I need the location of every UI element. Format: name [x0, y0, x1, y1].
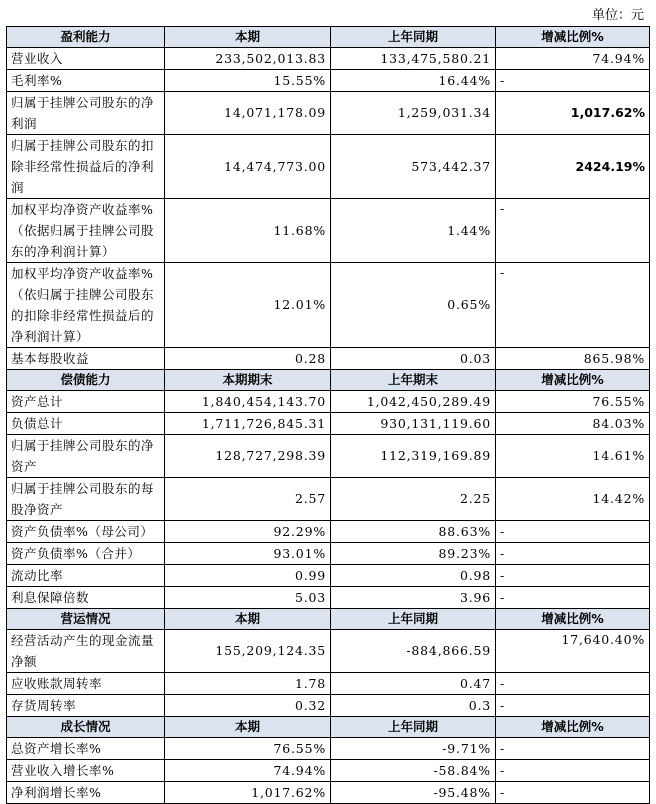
current-value: 128,727,298.39 — [165, 435, 331, 478]
change-value: - — [496, 70, 650, 92]
row-label: 总资产增长率% — [7, 738, 165, 760]
previous-value: 89.23% — [331, 543, 496, 565]
column-header-previous: 上年同期 — [331, 717, 496, 738]
column-header-previous: 上年同期 — [331, 609, 496, 630]
table-row — [7, 565, 650, 587]
current-value: 5.03 — [165, 587, 331, 609]
financial-indicators-table — [6, 26, 650, 804]
previous-value: -58.84% — [331, 760, 496, 782]
row-label: 利息保障倍数 — [7, 587, 165, 609]
current-value: 0.99 — [165, 565, 331, 587]
row-label: 归属于挂牌公司股东的扣除非经常性损益后的净利润 — [7, 135, 165, 199]
current-value: 2.57 — [165, 478, 331, 521]
current-value: 12.01% — [165, 263, 331, 348]
column-header-previous: 上年期末 — [331, 370, 496, 391]
change-value: - — [496, 199, 650, 263]
table-row — [7, 738, 650, 760]
current-value: 1.78 — [165, 673, 331, 695]
change-value: 2424.19% — [496, 135, 650, 199]
previous-value: 112,319,169.89 — [331, 435, 496, 478]
current-value: 74.94% — [165, 760, 331, 782]
table-row — [7, 70, 650, 92]
column-header-current: 本期 — [165, 717, 331, 738]
section-title: 盈利能力 — [7, 27, 165, 48]
current-value: 155,209,124.35 — [165, 630, 331, 673]
current-value: 11.68% — [165, 199, 331, 263]
previous-value: 0.98 — [331, 565, 496, 587]
change-value: 14.42% — [496, 478, 650, 521]
change-value: - — [496, 565, 650, 587]
row-label: 资产负债率%（合并） — [7, 543, 165, 565]
current-value: 92.29% — [165, 521, 331, 543]
change-value: - — [496, 587, 650, 609]
table-row — [7, 543, 650, 565]
previous-value: 0.47 — [331, 673, 496, 695]
table-row — [7, 263, 650, 348]
row-label: 归属于挂牌公司股东的每股净资产 — [7, 478, 165, 521]
unit-label: 单位：元 — [591, 8, 644, 23]
table-row — [7, 348, 650, 370]
previous-value: 0.3 — [331, 695, 496, 717]
column-header-change: 增减比例% — [496, 609, 650, 630]
previous-value: 1,259,031.34 — [331, 92, 496, 135]
row-label: 归属于挂牌公司股东的净资产 — [7, 435, 165, 478]
section-header-solvency — [7, 370, 650, 391]
current-value: 15.55% — [165, 70, 331, 92]
current-value: 14,071,178.09 — [165, 92, 331, 135]
table-row — [7, 435, 650, 478]
previous-value: 573,442.37 — [331, 135, 496, 199]
table-row — [7, 135, 650, 199]
row-label: 归属于挂牌公司股东的净利润 — [7, 92, 165, 135]
row-label: 加权平均净资产收益率%（依据归属于挂牌公司股东的净利润计算） — [7, 199, 165, 263]
column-header-current: 本期 — [165, 609, 331, 630]
row-label: 负债总计 — [7, 413, 165, 435]
column-header-change: 增减比例% — [496, 370, 650, 391]
table-row — [7, 413, 650, 435]
change-value: 1,017.62% — [496, 92, 650, 135]
previous-value: 930,131,119.60 — [331, 413, 496, 435]
previous-value: 133,475,580.21 — [331, 48, 496, 70]
current-value: 0.32 — [165, 695, 331, 717]
previous-value: -884,866.59 — [331, 630, 496, 673]
table-row — [7, 391, 650, 413]
row-label: 资产负债率%（母公司） — [7, 521, 165, 543]
current-value: 233,502,013.83 — [165, 48, 331, 70]
row-label: 加权平均净资产收益率%（依归属于挂牌公司股东的扣除非经常性损益后的净利润计算） — [7, 263, 165, 348]
table-row — [7, 92, 650, 135]
change-value: - — [496, 738, 650, 760]
column-header-change: 增减比例% — [496, 717, 650, 738]
table-row — [7, 673, 650, 695]
change-value: - — [496, 263, 650, 348]
change-value: 17,640.40% — [496, 630, 650, 673]
table-row — [7, 782, 650, 804]
section-title: 营运情况 — [7, 609, 165, 630]
column-header-previous: 上年同期 — [331, 27, 496, 48]
section-title: 成长情况 — [7, 717, 165, 738]
previous-value: -95.48% — [331, 782, 496, 804]
row-label: 毛利率% — [7, 70, 165, 92]
change-value: - — [496, 782, 650, 804]
change-value: 84.03% — [496, 413, 650, 435]
previous-value: 0.03 — [331, 348, 496, 370]
table-row — [7, 521, 650, 543]
row-label: 应收账款周转率 — [7, 673, 165, 695]
table-row — [7, 587, 650, 609]
row-label: 存货周转率 — [7, 695, 165, 717]
table-row — [7, 760, 650, 782]
section-header-operations — [7, 609, 650, 630]
change-value: - — [496, 760, 650, 782]
current-value: 1,711,726,845.31 — [165, 413, 331, 435]
row-label: 经营活动产生的现金流量净额 — [7, 630, 165, 673]
section-header-growth — [7, 717, 650, 738]
column-header-current: 本期 — [165, 27, 331, 48]
current-value: 93.01% — [165, 543, 331, 565]
table-row — [7, 199, 650, 263]
table-row — [7, 630, 650, 673]
change-value: 76.55% — [496, 391, 650, 413]
row-label: 资产总计 — [7, 391, 165, 413]
change-value: - — [496, 695, 650, 717]
previous-value: -9.71% — [331, 738, 496, 760]
table-row — [7, 48, 650, 70]
previous-value: 16.44% — [331, 70, 496, 92]
previous-value: 1.44% — [331, 199, 496, 263]
change-value: 14.61% — [496, 435, 650, 478]
previous-value: 1,042,450,289.49 — [331, 391, 496, 413]
row-label: 营业收入增长率% — [7, 760, 165, 782]
row-label: 营业收入 — [7, 48, 165, 70]
table-row — [7, 478, 650, 521]
table-row — [7, 695, 650, 717]
current-value: 1,017.62% — [165, 782, 331, 804]
change-value: 865.98% — [496, 348, 650, 370]
section-title: 偿债能力 — [7, 370, 165, 391]
previous-value: 88.63% — [331, 521, 496, 543]
current-value: 0.28 — [165, 348, 331, 370]
row-label: 净利润增长率% — [7, 782, 165, 804]
change-value: - — [496, 521, 650, 543]
change-value: - — [496, 543, 650, 565]
change-value: 74.94% — [496, 48, 650, 70]
column-header-change: 增减比例% — [496, 27, 650, 48]
current-value: 1,840,454,143.70 — [165, 391, 331, 413]
row-label: 流动比率 — [7, 565, 165, 587]
row-label: 基本每股收益 — [7, 348, 165, 370]
previous-value: 3.96 — [331, 587, 496, 609]
current-value: 14,474,773.00 — [165, 135, 331, 199]
previous-value: 0.65% — [331, 263, 496, 348]
current-value: 76.55% — [165, 738, 331, 760]
section-header-profitability — [7, 27, 650, 48]
column-header-current: 本期期末 — [165, 370, 331, 391]
previous-value: 2.25 — [331, 478, 496, 521]
change-value: - — [496, 673, 650, 695]
